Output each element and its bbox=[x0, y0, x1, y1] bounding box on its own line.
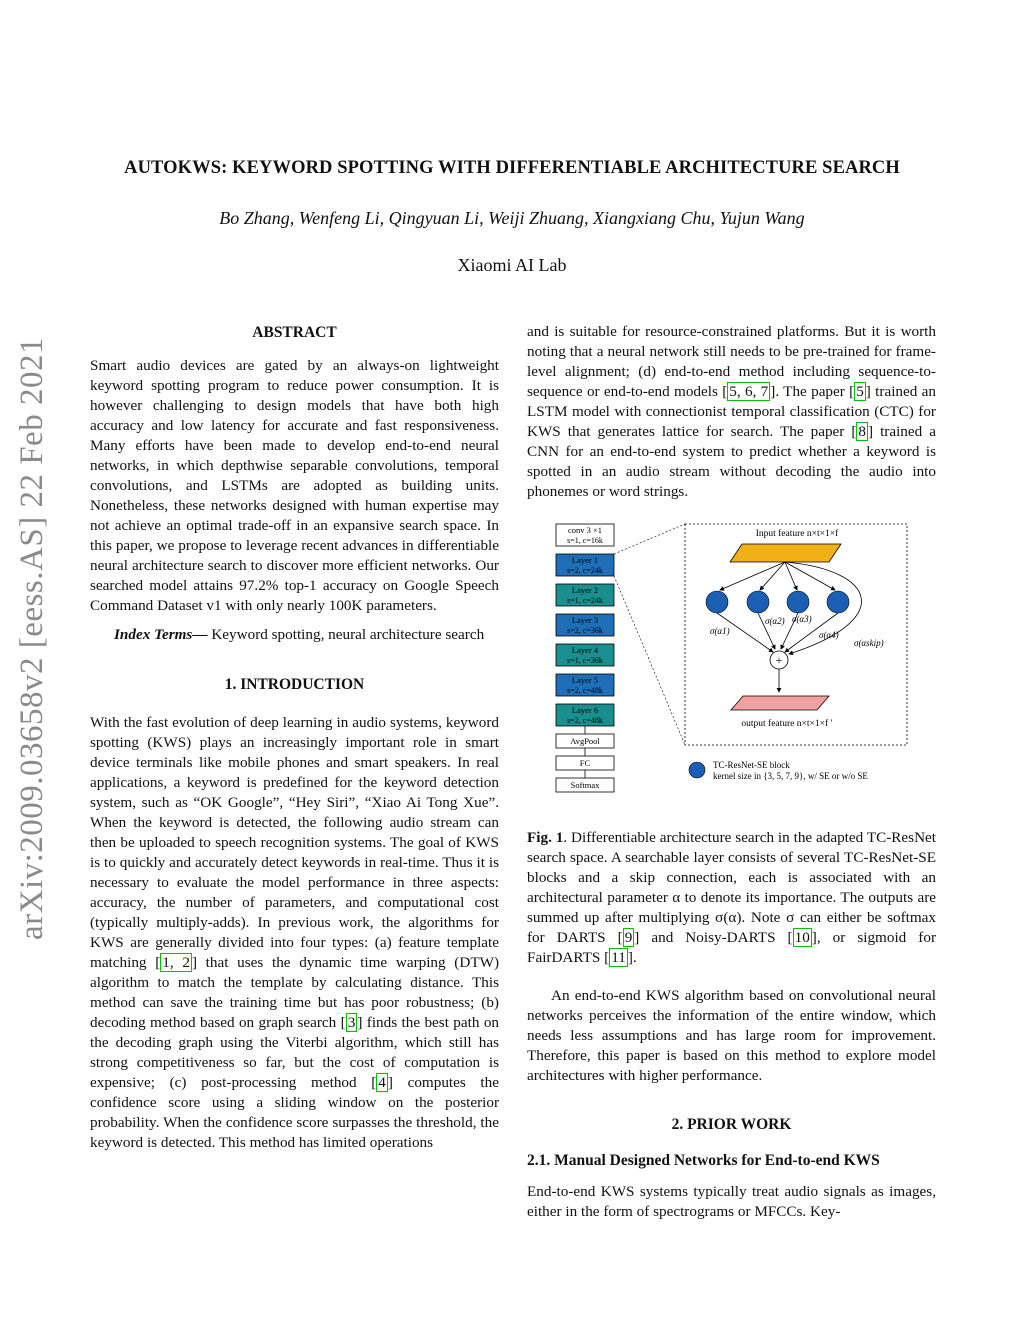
intro-paragraph: With the fast evolution of deep learning in audio systems, keyword spotting (KWS) plays an increasingly important role in smart device terminals like mobile phones and smart speakers. In real applications, a keyword is predefined for the keyword detection system, such as “OK Google”, “Hey Siri”, “Xiao Ai Tong Xue”. When the keyword is detected, the following audio stream can then be uploaded to speech recognition systems. The goal of KWS is to quickly and accurately detect keywords in real-time. Thus it is necessary to evaluate the model performance in three aspects: accuracy, the number of parameters, and computational cost (typically multiply-adds). In previous work, the algorithms for KWS are generally divided into four types: (a) feature template matching [ 1, 2 ] that uses the dynamic time warping (DTW) algorithm to match the template by calculating distance. This method can save the training time but has poor robustness; (b) decoding method based on graph search [ 3 ] finds the best path on the decoding graph using the Viterbi algorithm, which still has strong competitiveness so far, but the cost of computation is expensive; (c) post-processing method [ 4 ] computes the confidence score using a sliding window on the posterior probability. When the confidence score surpasses the threshold, the keyword is detected. This method has limited operations bbox=[90, 714, 500, 1151]
figure-1-caption: Fig. 1. Differentiable architecture search in the adapted TC-ResNet search space. A searchable layer consists of several TC-ResNet-SE blocks and a skip connection, each is associated with an architectural parameter α to denote its importance. The outputs are summed up after multiplying σ(α). Note σ can either be softmax for DARTS [ 9 ] and Noisy-DARTS [ 10 ], or sigmoid for FairDARTS [ 11 ]. bbox=[527, 829, 937, 966]
right-column bbox=[527, 320, 936, 1222]
sigma-label-3: σ(α3) bbox=[792, 614, 812, 624]
citation-link[interactable]: 3 bbox=[347, 1014, 356, 1031]
layer-name: Layer 4 bbox=[571, 645, 599, 655]
index-terms-label: Index Terms— bbox=[114, 626, 208, 643]
layer-name: Layer 2 bbox=[571, 585, 599, 595]
sigma-label-2: σ(α2) bbox=[765, 616, 785, 626]
intro-heading: 1. INTRODUCTION bbox=[224, 676, 365, 693]
fc-label: FC bbox=[579, 758, 591, 768]
right-paragraph-2: An end-to-end KWS algorithm based on convolutional neural networks perceives the information of the entire window, which needs less assumptions and has large room for improvement. Therefore, this paper is based on this method to explore model architectures with higher performance. bbox=[527, 987, 936, 1084]
output-feature-slab bbox=[731, 696, 829, 710]
layer-name: Layer 6 bbox=[571, 705, 599, 715]
prior-work-heading: 2. PRIOR WORK bbox=[671, 1116, 792, 1133]
citation-link[interactable]: 9 bbox=[624, 929, 633, 946]
sigma-label-4: σ(α4) bbox=[819, 630, 839, 640]
citation-link[interactable]: 8 bbox=[858, 423, 866, 440]
layer-config: s=1, c=36k bbox=[567, 656, 603, 665]
citation-link[interactable]: 11 bbox=[611, 949, 626, 966]
tc-resnet-node-2 bbox=[747, 591, 769, 613]
paper-title: AUTOKWS: KEYWORD SPOTTING WITH DIFFERENTIABLE ARCHITECTURE SEARCH bbox=[124, 158, 900, 178]
tc-resnet-node-4 bbox=[827, 591, 849, 613]
sigma-label-1: σ(α1) bbox=[710, 626, 730, 636]
sum-symbol: + bbox=[775, 653, 783, 667]
layer-name: Layer 5 bbox=[571, 675, 599, 685]
tc-resnet-node-3 bbox=[787, 591, 809, 613]
subsection-2-1-heading: 2.1. Manual Designed Networks for End-to-end KWS bbox=[527, 1152, 880, 1169]
left-column bbox=[90, 320, 499, 1153]
index-terms bbox=[90, 625, 499, 645]
abstract-heading: ABSTRACT bbox=[252, 324, 337, 341]
sigma-label-skip: σ(αskip) bbox=[854, 638, 884, 648]
citation-link[interactable]: 1, 2 bbox=[162, 954, 190, 971]
citation-link[interactable]: 5, 6, 7 bbox=[729, 383, 769, 400]
softmax-label: Softmax bbox=[570, 780, 600, 790]
citation-link[interactable]: 4 bbox=[378, 1074, 386, 1091]
figure-label: Fig. 1 bbox=[527, 829, 564, 846]
layer-name: conv 3 ×1 bbox=[567, 525, 603, 535]
index-terms-text: Keyword spotting, neural architecture search bbox=[207, 626, 485, 643]
layer-config: s=2, c=48k bbox=[567, 686, 603, 695]
right-paragraph-1: and is suitable for resource-constrained platforms. But it is worth noting that a neural network still needs to be pre-trained for frame-level alignment; (d) end-to-end method including sequence-to-sequence or end-to-end models [ 5, 6, 7 ]. The paper [ 5 ] trained an LSTM model with connectionist temporal classification (CTC) for KWS that generates lattice for search. The paper [ 8 ] trained a CNN for an end-to-end system to predict whether a keyword is spotted in an audio stream without decoding the audio into phonemes or word strings. bbox=[527, 323, 936, 500]
layer-config: s=2, c=36k bbox=[567, 626, 603, 635]
arxiv-identifier: arXiv:2009.03658v2 [eess.AS] 22 Feb 2021 bbox=[14, 337, 50, 940]
input-feature-label: Input feature n×t×1×f bbox=[755, 529, 839, 539]
paper-affiliation: Xiaomi AI Lab bbox=[457, 255, 567, 275]
layer-stack bbox=[556, 524, 614, 792]
legend-title: TC-ResNet-SE block bbox=[713, 760, 790, 770]
output-feature-label: output feature n×t×1×f ′ bbox=[741, 719, 833, 729]
figure-1-diagram bbox=[527, 520, 936, 820]
citation-link[interactable]: 10 bbox=[794, 929, 810, 946]
architecture-diagram bbox=[527, 520, 936, 810]
avgpool-label: AvgPool bbox=[570, 736, 600, 746]
citation-link[interactable]: 5 bbox=[856, 383, 864, 400]
legend-node-icon bbox=[689, 762, 705, 778]
layer-name: Layer 1 bbox=[571, 555, 599, 565]
layer-config: s=1, c=16k bbox=[567, 536, 603, 545]
paper-authors: Bo Zhang, Wenfeng Li, Qingyuan Li, Weiji Zhuang, Xiangxiang Chu, Yujun Wang bbox=[219, 208, 805, 228]
input-feature-slab bbox=[730, 544, 841, 562]
right-paragraph-3: End-to-end KWS systems typically treat audio signals as images, either in the form of spectrograms or MFCCs. Key- bbox=[527, 1183, 936, 1220]
layer-config: s=2, c=24k bbox=[567, 566, 603, 575]
layer-config: s=2, c=48k bbox=[567, 716, 603, 725]
layer-config: s=1, c=24k bbox=[567, 596, 603, 605]
layer-name: Layer 3 bbox=[571, 615, 599, 625]
abstract-text: Smart audio devices are gated by an always-on lightweight keyword spotting program to reduce power consumption. It is however challenging to design models that have both high accuracy and low latency for accurate and fast responsiveness. Many efforts have been made to develop end-to-end neural networks, in which depthwise separable convolutions, temporal convolutions, and LSTMs are adopted as building units. Nonetheless, these networks designed with human expertise may not achieve an optimal trade-off in an expansive search space. In this paper, we propose to leverage recent advances in differentiable neural architecture search to discover more efficient networks. Our searched model attains 97.2% top-1 accuracy on Google Speech Command Dataset v1 with only nearly 100K parameters. bbox=[90, 357, 499, 614]
legend-description: kernel size in {3, 5, 7, 9}, w/ SE or w/o SE bbox=[713, 771, 868, 781]
tc-resnet-node-1 bbox=[706, 591, 728, 613]
